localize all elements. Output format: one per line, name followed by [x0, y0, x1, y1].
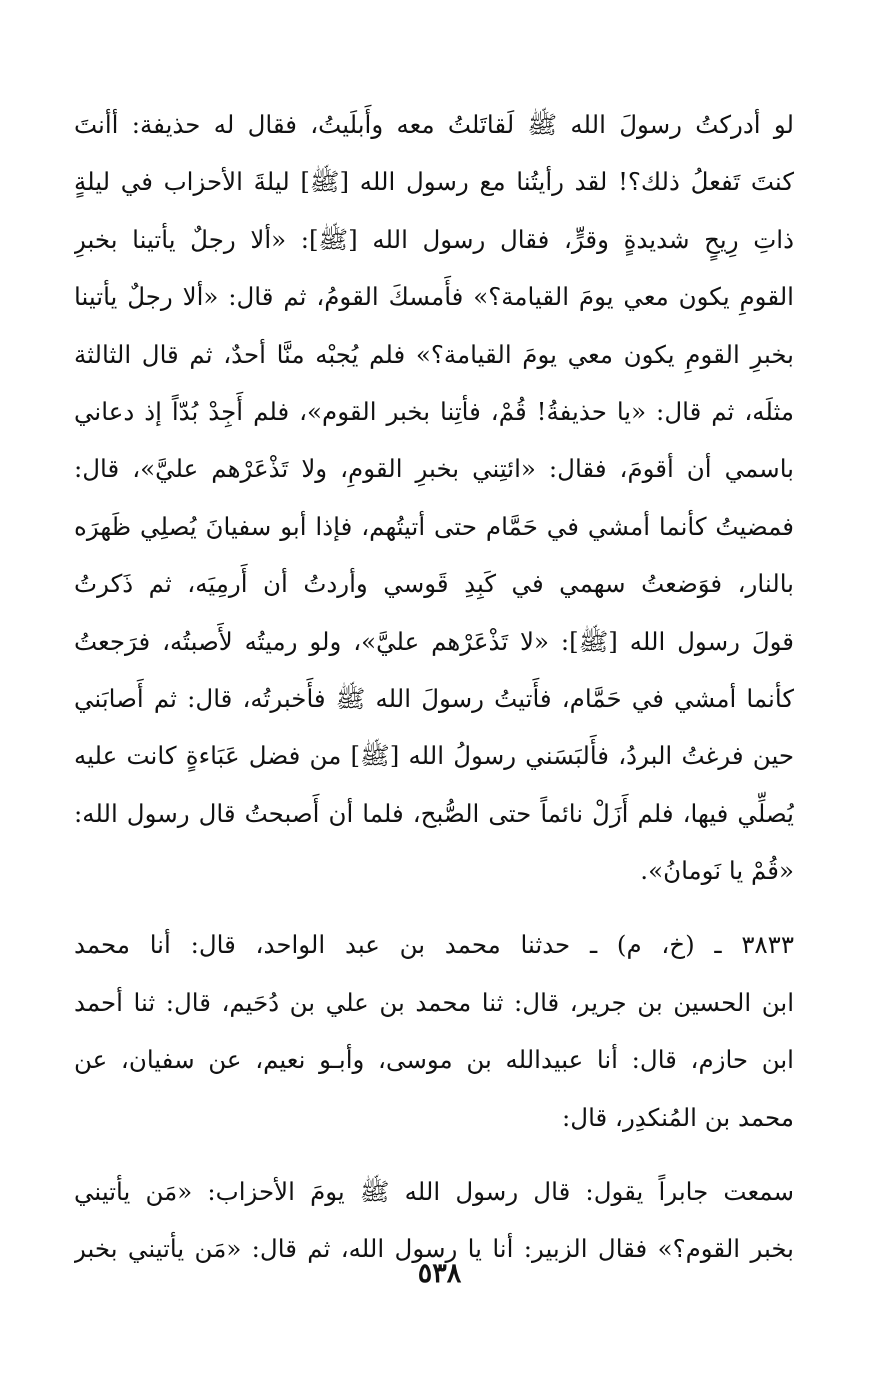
text-line: باسمي أن أقومَ، فقال: «ائتِني بخبرِ القومِ، ولا تَذْعَرْهم عليَّ»، قال: [74, 454, 794, 484]
text-line: ٣٨٣٣ ـ (خ، م) ـ حدثنا محمد بن عبد الواحد، قال: أنا محمد [74, 930, 794, 960]
text-line: القومِ يكون معي يومَ القيامة؟» فأَمسكَ القومُ، ثم قال: «ألا رجلٌ يأتينا [74, 282, 794, 312]
text-line: بخبر القوم؟» فقال الزبير: أنا يا رسول الله، ثم قال: «مَن يأتيني بخبر [74, 1234, 794, 1264]
text-line: بالنار، فوَضعتُ سهمي في كَبِدِ قَوسي وأردتُ أن أَرمِيَه، ثم ذَكرتُ [74, 569, 794, 599]
text-line: محمد بن المُنكدِر، قال: [562, 1102, 794, 1132]
text-line: كنتَ تَفعلُ ذلك؟! لقد رأيتُنا مع رسول الله [ﷺ] ليلةَ الأحزاب في ليلةٍ [74, 167, 794, 197]
text-line: سمعت جابراً يقول: قال رسول الله ﷺ يومَ الأحزاب: «مَن يأتيني [74, 1177, 794, 1207]
text-line: يُصلِّي فيها، فلم أَزَلْ نائماً حتى الصُّبح، فلما أن أَصبحتُ قال رسول الله: [74, 798, 794, 828]
text-line: كأنما أمشي في حَمَّام، فأَتيتُ رسولَ الله ﷺ فأَخبرتُه، قال: ثم أَصابَني [74, 683, 794, 713]
text-line: ابن حازم، قال: أنا عبيدالله بن موسى، وأبـو نعيم، عن سفيان، عن [74, 1045, 794, 1075]
text-line: ذاتِ رِيحٍ شديدةٍ وقرٍّ، فقال رسول الله [ﷺ]: «ألا رجلٌ يأتينا بخبرِ [74, 224, 794, 254]
paragraph-narration [74, 96, 794, 899]
paragraph-hadith-3833-isnad [74, 916, 794, 1146]
text-line: «قُمْ يا نَومانُ». [640, 856, 794, 886]
text-line: ابن الحسين بن جرير، قال: ثنا محمد بن علي بن دُحَيم، قال: ثنا أحمد [74, 987, 794, 1017]
page-number: ٥٣٨ [417, 1258, 462, 1289]
text-line: قولَ رسول الله [ﷺ]: «لا تَذْعَرْهم عليَّ»، ولو رميتُه لأَصبتُه، فرَجعتُ [74, 626, 794, 656]
paragraph-spacer [74, 899, 794, 916]
text-line: لو أدركتُ رسولَ الله ﷺ لَقاتَلتُ معه وأَبلَيتُ، فقال له حذيفة: أأنتَ [74, 110, 794, 139]
text-line: بخبرِ القومِ يكون معي يومَ القيامة؟» فلم يُجبْه منَّا أحدٌ، ثم قال الثالثة [74, 339, 794, 369]
page-body [74, 96, 794, 1278]
text-line: مثلَه، ثم قال: «يا حذيفةُ! قُمْ، فأتِنا بخبر القوم»، فلم أَجِدْ بُدّاً إذ دعاني [74, 396, 794, 426]
text-line: فمضيتُ كأنما أمشي في حَمَّام حتى أتيتُهم، فإذا أبو سفيانَ يُصلِي ظَهرَه [74, 511, 794, 541]
paragraph-spacer [74, 1146, 794, 1163]
text-line: حين فرغتُ البردُ، فأَلبَسَني رسولُ الله [ﷺ] من فضل عَبَاءةٍ كانت عليه [74, 741, 794, 771]
